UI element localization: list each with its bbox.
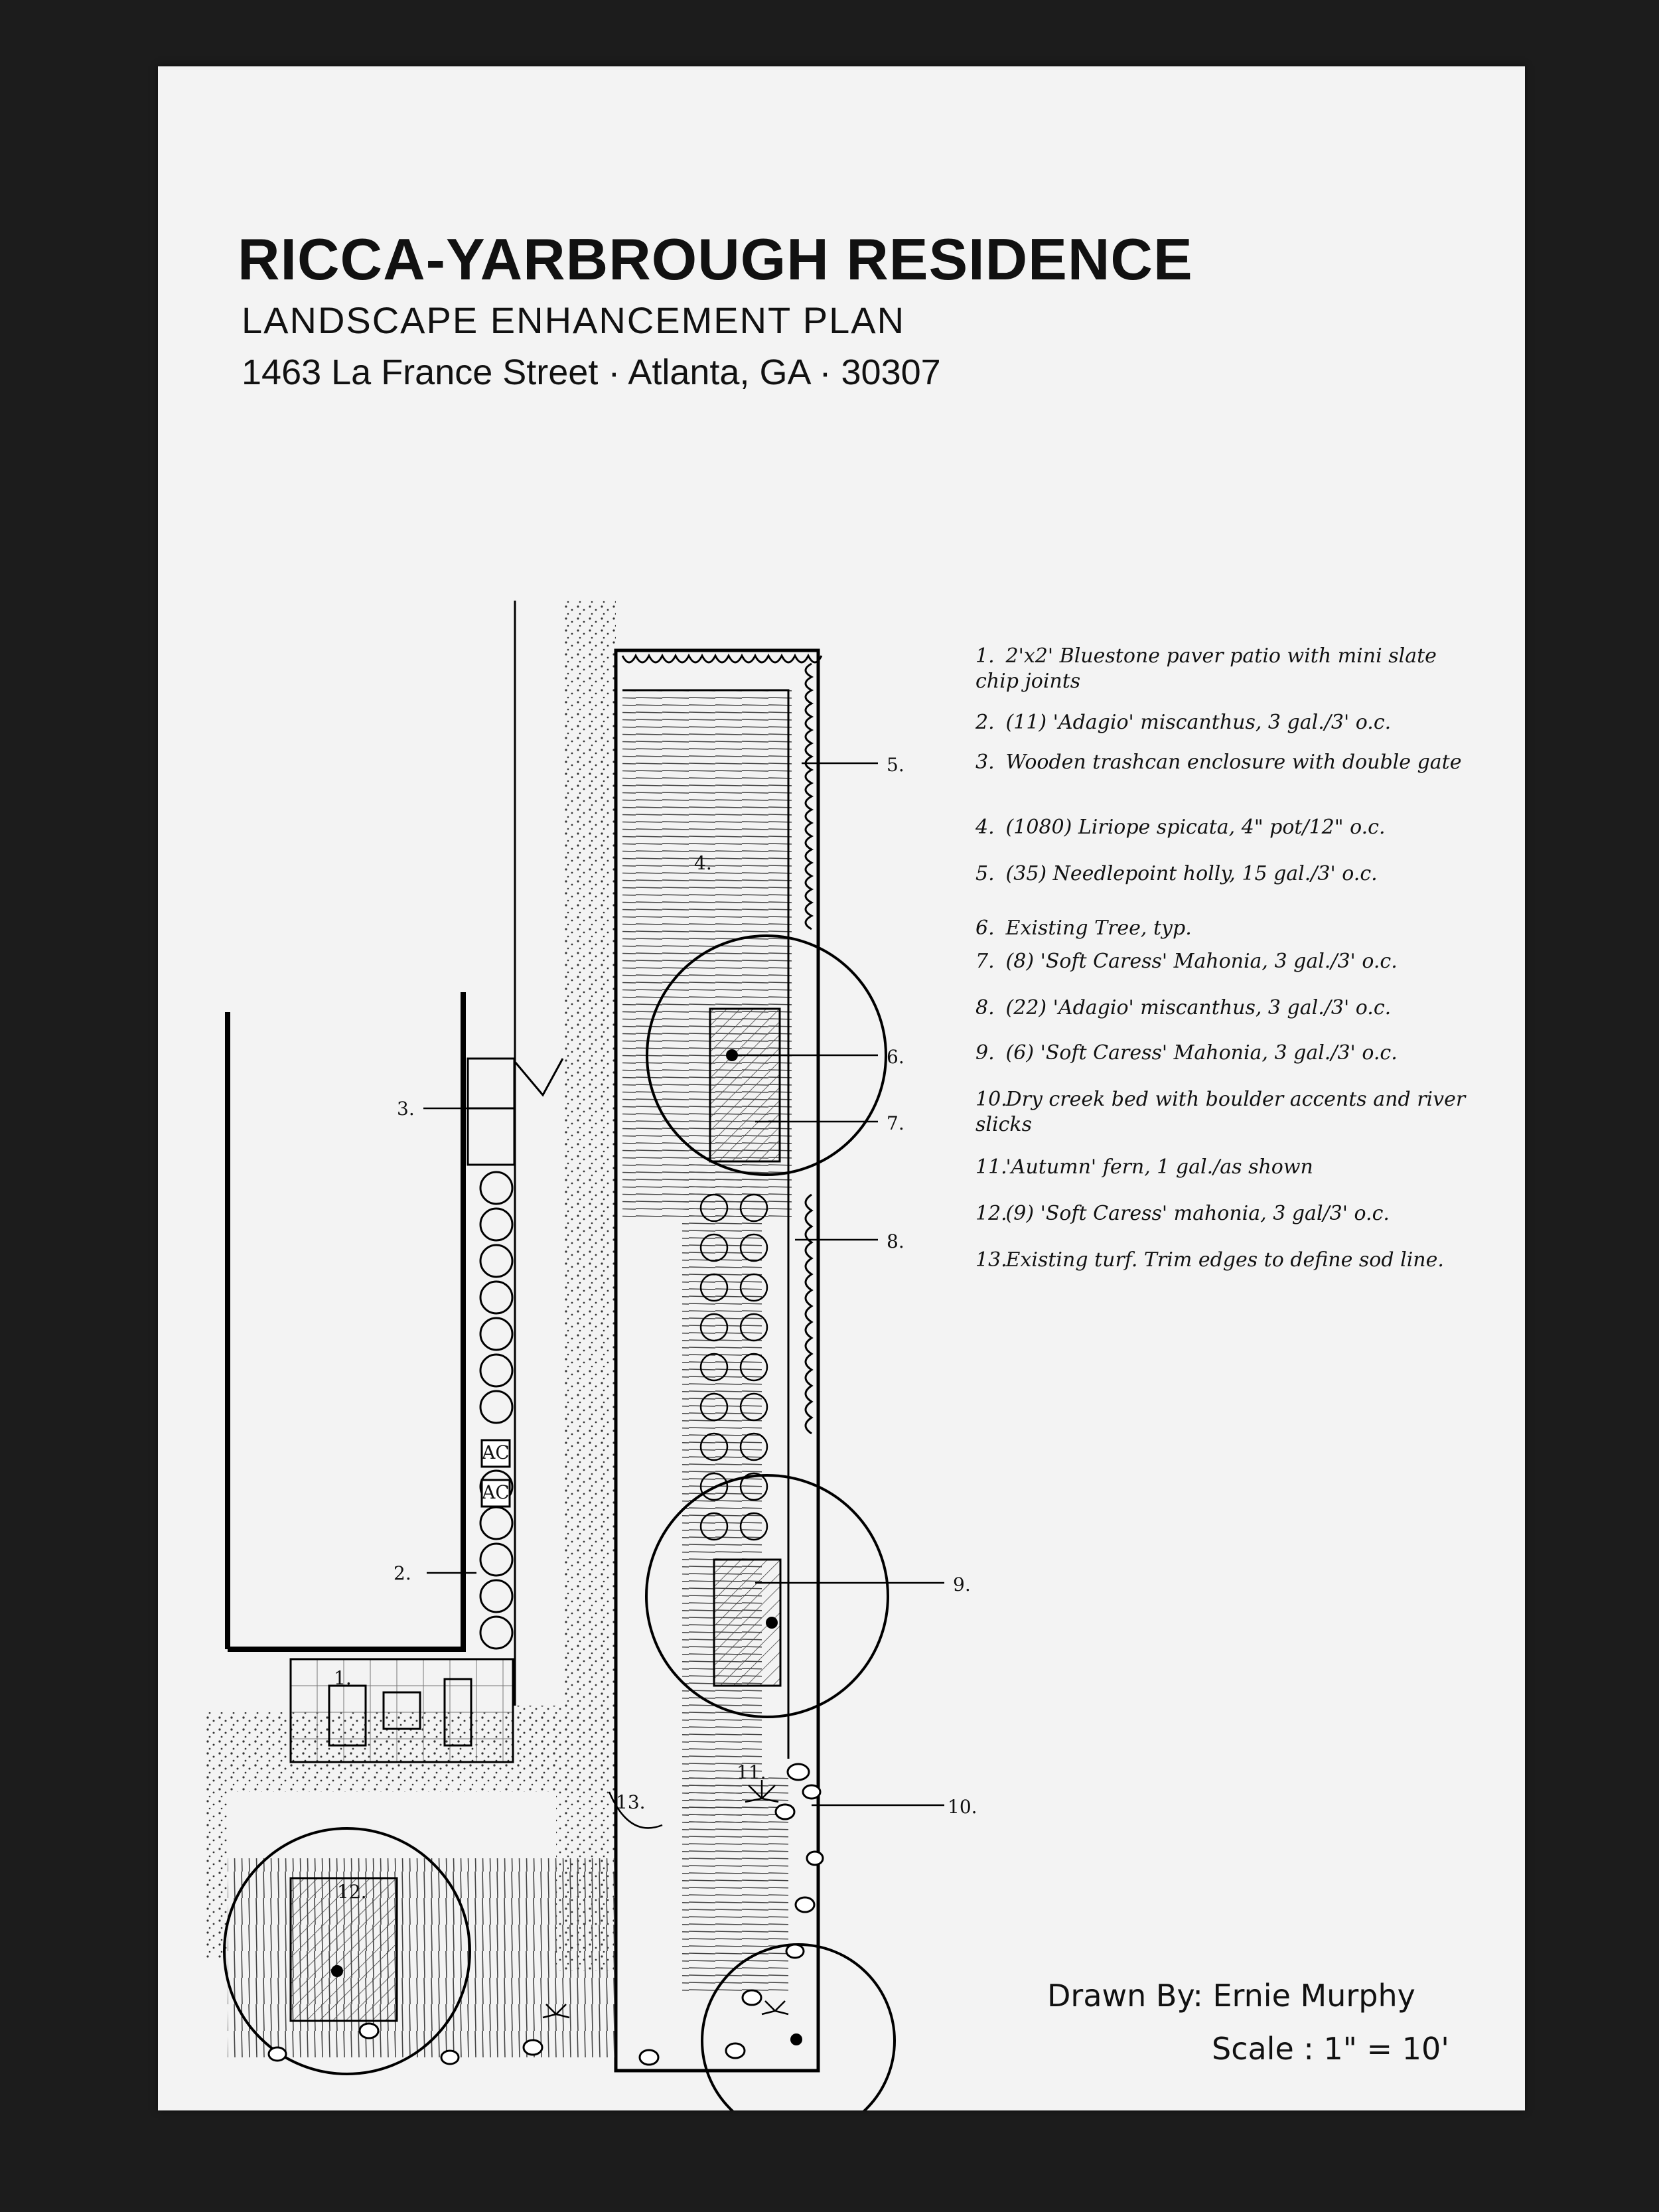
callout-13: 13. [616, 1791, 646, 1813]
legend-item: 11. 'Autumn' fern, 1 gal./as shown [975, 1155, 1313, 1179]
legend-item: 12. (9) 'Soft Caress' mahonia, 3 gal/3' o.c. [975, 1202, 1390, 1225]
svg-text:AC: AC [482, 1481, 510, 1503]
callout-11: 11. [737, 1761, 766, 1783]
legend-item: 2. (11) 'Adagio' miscanthus, 3 gal./3' o.c. [975, 711, 1392, 734]
legend-item: 1. 2'x2' Bluestone paver patio with mini slate chip joints [975, 644, 1437, 693]
callout-9: 9. [953, 1574, 971, 1595]
plan-subtitle: LANDSCAPE ENHANCEMENT PLAN [242, 299, 906, 341]
legend-item: 10. Dry creek bed with boulder accents and river slicks [975, 1088, 1466, 1136]
plan-title: RICCA-YARBROUGH RESIDENCE [238, 226, 1193, 292]
legend-item: 5. (35) Needlepoint holly, 15 gal./3' o.c. [975, 862, 1378, 885]
legend-item: 7. (8) 'Soft Caress' Mahonia, 3 gal./3' o.c. [975, 950, 1398, 973]
callout-7: 7. [887, 1112, 904, 1134]
callout-5: 5. [887, 754, 904, 776]
callout-10: 10. [948, 1796, 977, 1818]
liriope-bed-lower [682, 1772, 788, 1991]
legend-item: 3. Wooden trashcan enclosure with double gate [975, 751, 1462, 774]
legend-item: 6. Existing Tree, typ. [975, 917, 1192, 940]
trashcan-enclosure [468, 1059, 514, 1108]
callout-2: 2. [394, 1562, 411, 1584]
legend-item: 9. (6) 'Soft Caress' Mahonia, 3 gal./3' o.c. [975, 1041, 1398, 1065]
mahonia-bed-7 [710, 1009, 780, 1161]
liriope-bed-bottom [228, 1858, 619, 2057]
legend-item: 13. Existing turf. Trim edges to define sod line. [975, 1248, 1444, 1272]
callout-6: 6. [887, 1046, 904, 1068]
legend-item: 4. (1080) Liriope spicata, 4" pot/12" o.c. [975, 816, 1386, 839]
callout-12: 12. [337, 1881, 367, 1903]
scale-note: Scale : 1" = 10' [1212, 2031, 1449, 2067]
bluestone-patio [291, 1659, 513, 1762]
drawn-by: Drawn By: Ernie Murphy [1047, 1978, 1415, 2014]
callout-1: 1. [334, 1667, 352, 1689]
site-address: 1463 La France Street · Atlanta, GA · 30307 [242, 352, 941, 392]
trashcan-enclosure-lower [468, 1108, 514, 1165]
house-outline [228, 992, 463, 1649]
double-gate [515, 1059, 563, 1095]
miscanthus-row [480, 1172, 512, 1649]
legend-item: 8. (22) 'Adagio' miscanthus, 3 gal./3' o.c. [975, 996, 1392, 1019]
svg-text:AC: AC [482, 1441, 510, 1463]
callout-3: 3. [397, 1098, 415, 1120]
plan-sheet [158, 66, 1525, 2110]
callout-4: 4. [694, 852, 712, 874]
callout-8: 8. [887, 1230, 904, 1252]
